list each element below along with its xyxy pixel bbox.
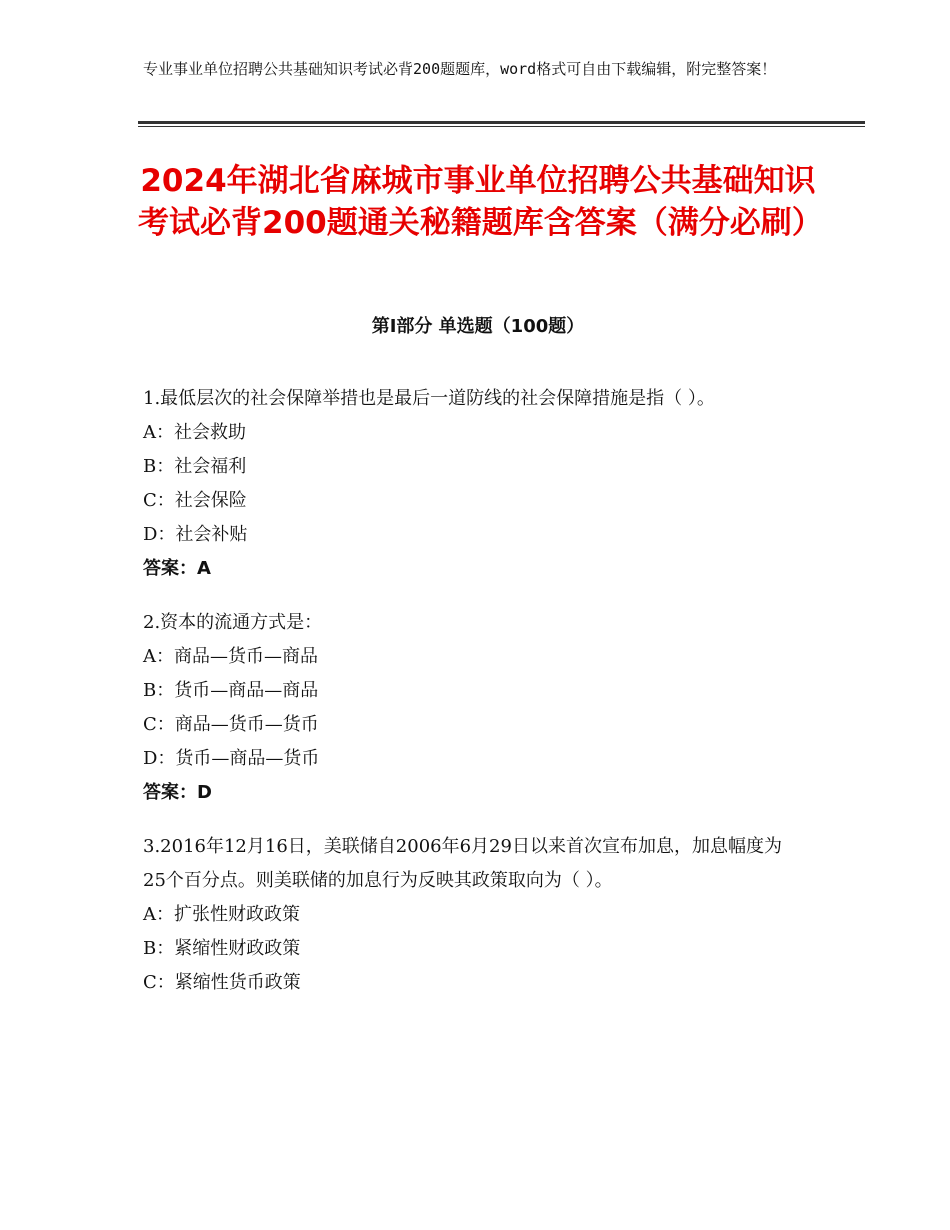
option-c: C：商品—货币—货币 (143, 714, 319, 735)
question-2 (143, 606, 803, 810)
option-b: B：社会福利 (143, 456, 247, 477)
option-b: B：紧缩性财政政策 (143, 938, 301, 959)
question-stem: 3.2016年12月16日，美联储自2006年6月29日以来首次宣布加息，加息幅度为25个百分点。则美联储的加息行为反映其政策取向为（ ）。 (143, 836, 782, 891)
answer: 答案：D (143, 782, 212, 803)
option-b: B：货币—商品—商品 (143, 680, 319, 701)
question-1 (143, 382, 803, 586)
header-rule-thin (138, 126, 865, 127)
document-title: 2024年湖北省麻城市事业单位招聘公共基础知识考试必背200题通关秘籍题库含答案（满分必刷） (138, 163, 823, 241)
question-list (143, 382, 803, 1020)
option-d: D：社会补贴 (143, 524, 248, 545)
option-c: C：紧缩性货币政策 (143, 972, 301, 993)
option-a: A：商品—货币—商品 (143, 646, 318, 667)
header-note: 专业事业单位招聘公共基础知识考试必背200题题库，word格式可自由下载编辑，附完整答案！ (143, 60, 777, 78)
question-stem: 1.最低层次的社会保障举措也是最后一道防线的社会保障措施是指（ ）。 (143, 388, 715, 409)
option-d: D：货币—商品—货币 (143, 748, 320, 769)
section-heading: 第Ⅰ部分 单选题（100题） (371, 316, 585, 337)
question-stem: 2.资本的流通方式是： (143, 612, 323, 633)
option-a: A：扩张性财政政策 (143, 904, 300, 925)
option-c: C：社会保险 (143, 490, 247, 511)
question-3 (143, 830, 803, 1000)
answer: 答案：A (143, 558, 211, 579)
option-a: A：社会救助 (143, 422, 246, 443)
header-rule-thick (138, 121, 865, 124)
